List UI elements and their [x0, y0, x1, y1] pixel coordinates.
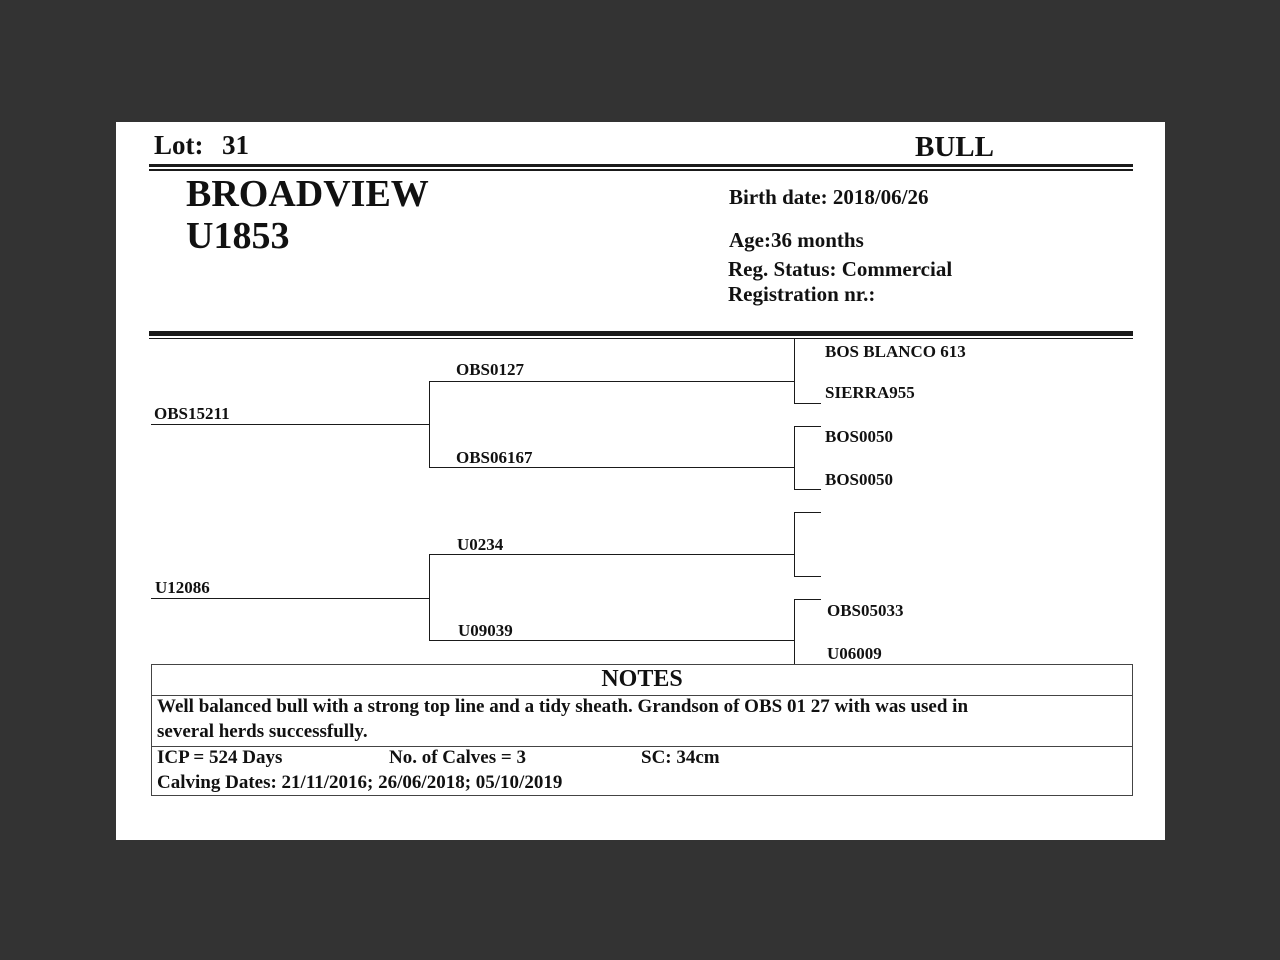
birth-date: Birth date: 2018/06/26 — [729, 185, 929, 209]
sire-dam-name: OBS06167 — [456, 448, 533, 467]
lot-card — [116, 122, 1165, 840]
sire-bracket — [429, 381, 430, 468]
icp-value: ICP = 524 Days — [157, 747, 283, 768]
age: Age:36 months — [729, 228, 864, 252]
sire-sire-bracket — [794, 339, 795, 404]
sire-sire-line — [429, 381, 795, 382]
sire-name: OBS15211 — [154, 404, 230, 423]
dam-name: U12086 — [155, 578, 210, 597]
sire-dam-dam-name: BOS0050 — [825, 470, 894, 489]
dam-line — [151, 598, 430, 599]
dam-sire-name: U0234 — [457, 535, 504, 554]
sire-dam-sire-tick — [794, 426, 821, 427]
sire-sire-sire-name: BOS BLANCO 613 — [825, 342, 966, 361]
reg-status: Reg. Status: Commercial — [728, 257, 953, 281]
sex-label: BULL — [915, 131, 994, 163]
dam-dam-sire-tick — [794, 599, 821, 600]
lot-number: 31 — [222, 130, 249, 160]
notes-text-line2: several herds successfully. — [157, 721, 368, 742]
sire-sire-dam-tick — [794, 403, 821, 404]
dam-dam-dam-name: U06009 — [827, 644, 882, 663]
header-rule-top — [149, 164, 1133, 167]
sire-line — [151, 424, 430, 425]
dam-bracket — [429, 554, 430, 641]
lot-label: Lot: — [154, 130, 204, 160]
registration-nr: Registration nr.: — [728, 282, 876, 306]
dam-sire-dam-tick — [794, 576, 821, 577]
calving-dates: Calving Dates: 21/11/2016; 26/06/2018; 05/10/2019 — [157, 772, 563, 793]
calves-count: No. of Calves = 3 — [389, 747, 526, 768]
notes-text-line1: Well balanced bull with a strong top line and a tidy sheath. Grandson of OBS 01 27 with was used in — [157, 696, 969, 717]
sire-sire-dam-name: SIERRA955 — [825, 383, 915, 402]
dam-dam-name: U09039 — [458, 621, 513, 640]
animal-id: U1853 — [186, 215, 290, 257]
animal-name: BROADVIEW — [186, 173, 429, 215]
sire-dam-dam-tick — [794, 489, 821, 490]
dam-dam-sire-name: OBS05033 — [827, 601, 904, 620]
sire-dam-bracket — [794, 426, 795, 490]
dam-sire-sire-tick — [794, 512, 821, 513]
notes-box — [151, 664, 1133, 796]
scrotal-circumference: SC: 34cm — [641, 747, 720, 768]
notes-title: NOTES — [601, 666, 683, 692]
pedigree-rule-bottom — [149, 338, 1133, 339]
dam-sire-bracket — [794, 512, 795, 577]
header-rule-bottom — [149, 169, 1133, 171]
sire-sire-name: OBS0127 — [456, 360, 525, 379]
sire-dam-sire-name: BOS0050 — [825, 427, 894, 446]
pedigree-rule-top — [149, 331, 1133, 336]
dam-dam-bracket — [794, 599, 795, 664]
